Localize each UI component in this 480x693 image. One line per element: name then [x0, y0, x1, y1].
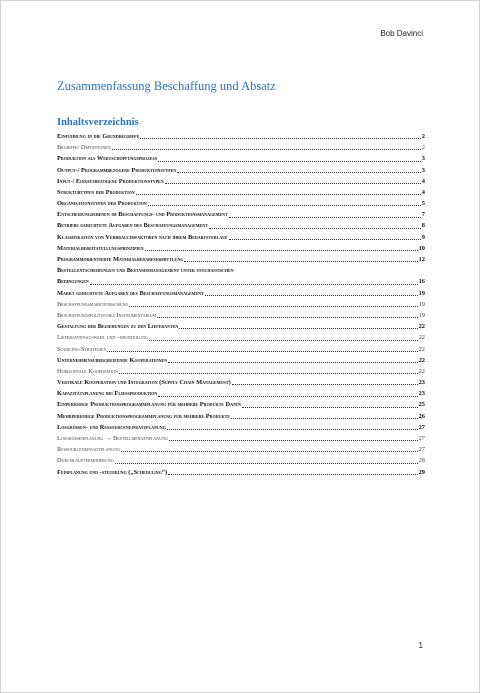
toc-entry-page: 12	[418, 256, 425, 264]
toc-entry-page: 19	[418, 311, 425, 319]
toc-entry-label: Vertikale Kooperation und Integration (Supply Chain Management)	[57, 379, 231, 387]
toc-entry[interactable]	[57, 131, 425, 142]
toc-entry[interactable]	[57, 310, 425, 321]
toc-entry-label: Feinplanung und -steuerung („Scheduling“)	[57, 468, 168, 476]
toc-entry-page: 22	[418, 367, 425, 375]
toc-dot-leader	[148, 205, 421, 206]
toc-dot-leader	[145, 250, 418, 251]
toc-entry-page: 27	[418, 435, 425, 443]
toc-entry[interactable]	[57, 221, 425, 232]
toc-entry-label: Input-/ Einsatzbezogene Produktionstypen	[57, 177, 164, 185]
toc-entry-page: 28	[418, 457, 425, 465]
toc-entry-label: Lieferantenauswahl und –beurteilung	[57, 334, 148, 342]
toc-entry-label: Einperiodige Produktionsprogrammplanung für mehrere Produkte Daten	[57, 401, 241, 409]
toc-entry-label: Beschaffungspolitisches Instrumentarium	[57, 311, 157, 319]
toc-dot-leader	[169, 440, 418, 441]
toc-entry[interactable]	[57, 433, 425, 444]
toc-dot-leader	[136, 194, 421, 195]
toc-entry[interactable]	[57, 176, 425, 187]
toc-entry[interactable]	[57, 276, 425, 287]
toc-dot-leader	[177, 172, 421, 173]
toc-entry-page: 22	[418, 334, 425, 342]
toc-entry-page: 27	[418, 423, 425, 431]
toc-entry-page: 23	[418, 390, 425, 398]
toc-entry-page: 19	[418, 289, 425, 297]
page-number: 1	[418, 641, 423, 650]
toc-entry-page: 2	[421, 144, 425, 152]
toc-dot-leader	[229, 239, 421, 240]
toc-entry[interactable]	[57, 332, 425, 343]
toc-dot-leader	[90, 284, 418, 285]
toc-entry-page: 27	[418, 446, 425, 454]
toc-entry-page: 4	[421, 188, 425, 196]
table-of-contents	[57, 131, 425, 478]
toc-entry-label: Klassifikation von Verbrauchsfaktoren nach ihrem Bedarfsverlauf	[57, 233, 228, 241]
toc-entry-label: Organisationstypen der Produktion	[57, 200, 147, 208]
toc-entry[interactable]	[57, 388, 425, 399]
toc-dot-leader	[179, 328, 417, 329]
toc-entry-page: 26	[418, 412, 425, 420]
toc-entry-page: 8	[421, 222, 425, 230]
toc-entry-label: Unternehmensübergreifende Kooperationen	[57, 356, 168, 364]
toc-entry[interactable]	[57, 411, 425, 422]
toc-entry[interactable]	[57, 366, 425, 377]
toc-entry-page: 7	[421, 211, 425, 219]
toc-dot-leader	[205, 295, 418, 296]
toc-dot-leader	[209, 228, 421, 229]
toc-entry[interactable]	[57, 142, 425, 153]
toc-entry-page: 25	[418, 401, 425, 409]
toc-dot-leader	[165, 183, 421, 184]
toc-entry[interactable]	[57, 265, 425, 276]
toc-heading: Inhaltsverzeichnis	[57, 117, 139, 128]
toc-entry-label: Produktion als Wertschöpfungsprozess	[57, 155, 157, 163]
toc-entry-label: Mehrperiodige Produktionsprogrammplanung für mehrere Produkte	[57, 412, 230, 420]
toc-dot-leader	[157, 317, 418, 318]
toc-entry[interactable]	[57, 355, 425, 366]
toc-dot-leader	[231, 418, 418, 419]
toc-entry[interactable]	[57, 187, 425, 198]
toc-entry-label: Betriebs gerichtete Aufgaben des Beschaffungsmanagement	[57, 222, 208, 230]
toc-entry-page: 4	[421, 177, 425, 185]
toc-dot-leader	[184, 261, 417, 262]
toc-entry-page: 22	[418, 356, 425, 364]
toc-entry[interactable]	[57, 321, 425, 332]
toc-entry-label: Horizontale Kooperation	[57, 367, 118, 375]
toc-dot-leader	[158, 161, 421, 162]
toc-entry[interactable]	[57, 422, 425, 433]
toc-dot-leader	[168, 474, 417, 475]
toc-entry-label: Kapazitätsplanung bei Fließproduktion	[57, 390, 158, 398]
toc-dot-leader	[115, 463, 418, 464]
toc-entry-page: 16	[418, 278, 425, 286]
toc-entry-label: Strukturtypen der Produktion	[57, 188, 135, 196]
toc-entry-page: 19	[418, 300, 425, 308]
toc-entry[interactable]	[57, 455, 425, 466]
toc-entry[interactable]	[57, 400, 425, 411]
toc-dot-leader	[121, 451, 418, 452]
toc-entry-label: Output-/ Programmbezogene Produktionstypen	[57, 166, 177, 174]
toc-entry[interactable]	[57, 377, 425, 388]
toc-dot-leader	[168, 362, 418, 363]
toc-entry-label: Sourcing-Strategien	[57, 345, 107, 353]
toc-entry-label: Begriffe/ Definitionen	[57, 144, 111, 152]
toc-entry-label: Materialbereitstellungsprinzipien	[57, 244, 144, 252]
header-author: Bob Davinci	[380, 29, 423, 38]
toc-dot-leader	[232, 384, 418, 385]
toc-entry[interactable]	[57, 209, 425, 220]
toc-dot-leader	[149, 340, 418, 341]
document-title: Zusammenfassung Beschaffung und Absatz	[57, 79, 276, 93]
toc-entry-page: 23	[418, 379, 425, 387]
toc-entry-page: 3	[421, 155, 425, 163]
toc-entry-page: 9	[421, 233, 425, 241]
toc-dot-leader	[167, 429, 418, 430]
toc-entry-page: 2	[421, 132, 425, 140]
toc-entry-page: 5	[421, 200, 425, 208]
toc-entry-label: Bedingungen	[57, 278, 89, 286]
toc-dot-leader	[158, 396, 417, 397]
toc-entry-label: Programmorientierte Materialbedarfsermittlung	[57, 256, 184, 264]
toc-dot-leader	[229, 217, 421, 218]
toc-dot-leader	[112, 149, 421, 150]
toc-entry-label: Gestaltung der Beziehungen zu den Lieferanten	[57, 323, 179, 331]
toc-entry[interactable]	[57, 299, 425, 310]
toc-entry-page: 10	[418, 244, 425, 252]
toc-dot-leader	[129, 306, 417, 307]
toc-entry[interactable]	[57, 444, 425, 455]
toc-entry-page: 29	[418, 468, 425, 476]
toc-entry[interactable]	[57, 165, 425, 176]
toc-entry[interactable]	[57, 467, 425, 478]
toc-entry[interactable]	[57, 153, 425, 164]
toc-entry-label: Ressourceneinsatzplanung	[57, 446, 120, 454]
toc-entry-page: 22	[418, 323, 425, 331]
toc-entry-label: Markt gerichtete Aufgaben des Beschaffungsmanagement	[57, 289, 204, 297]
toc-dot-leader	[119, 373, 418, 374]
toc-entry[interactable]	[57, 288, 425, 299]
toc-entry-label: Losgrößenplanung → Bestellmengenplanung	[57, 435, 168, 443]
toc-entry-label: Durchlaufterminierung	[57, 457, 114, 465]
toc-entry-page: 3	[421, 166, 425, 174]
toc-entry-label: Entscheidungsebenen im Beschaffungs- und Produktionsmanagement	[57, 211, 228, 219]
toc-entry-label: Bestellentscheidungen und Bestandsmanagement unter stochastischen	[57, 267, 234, 275]
toc-entry-page: 22	[418, 345, 425, 353]
toc-entry[interactable]	[57, 344, 425, 355]
toc-entry-label: Beschaffungsmarktforschung	[57, 300, 129, 308]
toc-entry[interactable]	[57, 198, 425, 209]
toc-dot-leader	[242, 407, 418, 408]
toc-entry[interactable]	[57, 243, 425, 254]
toc-entry-label: Losgrößen- und Ressourceneinsatzplanung	[57, 423, 166, 431]
toc-dot-leader	[107, 351, 417, 352]
toc-entry[interactable]	[57, 232, 425, 243]
toc-entry-label: Einführung in die Grundbegriffe	[57, 132, 140, 140]
toc-entry[interactable]	[57, 254, 425, 265]
toc-dot-leader	[140, 138, 421, 139]
